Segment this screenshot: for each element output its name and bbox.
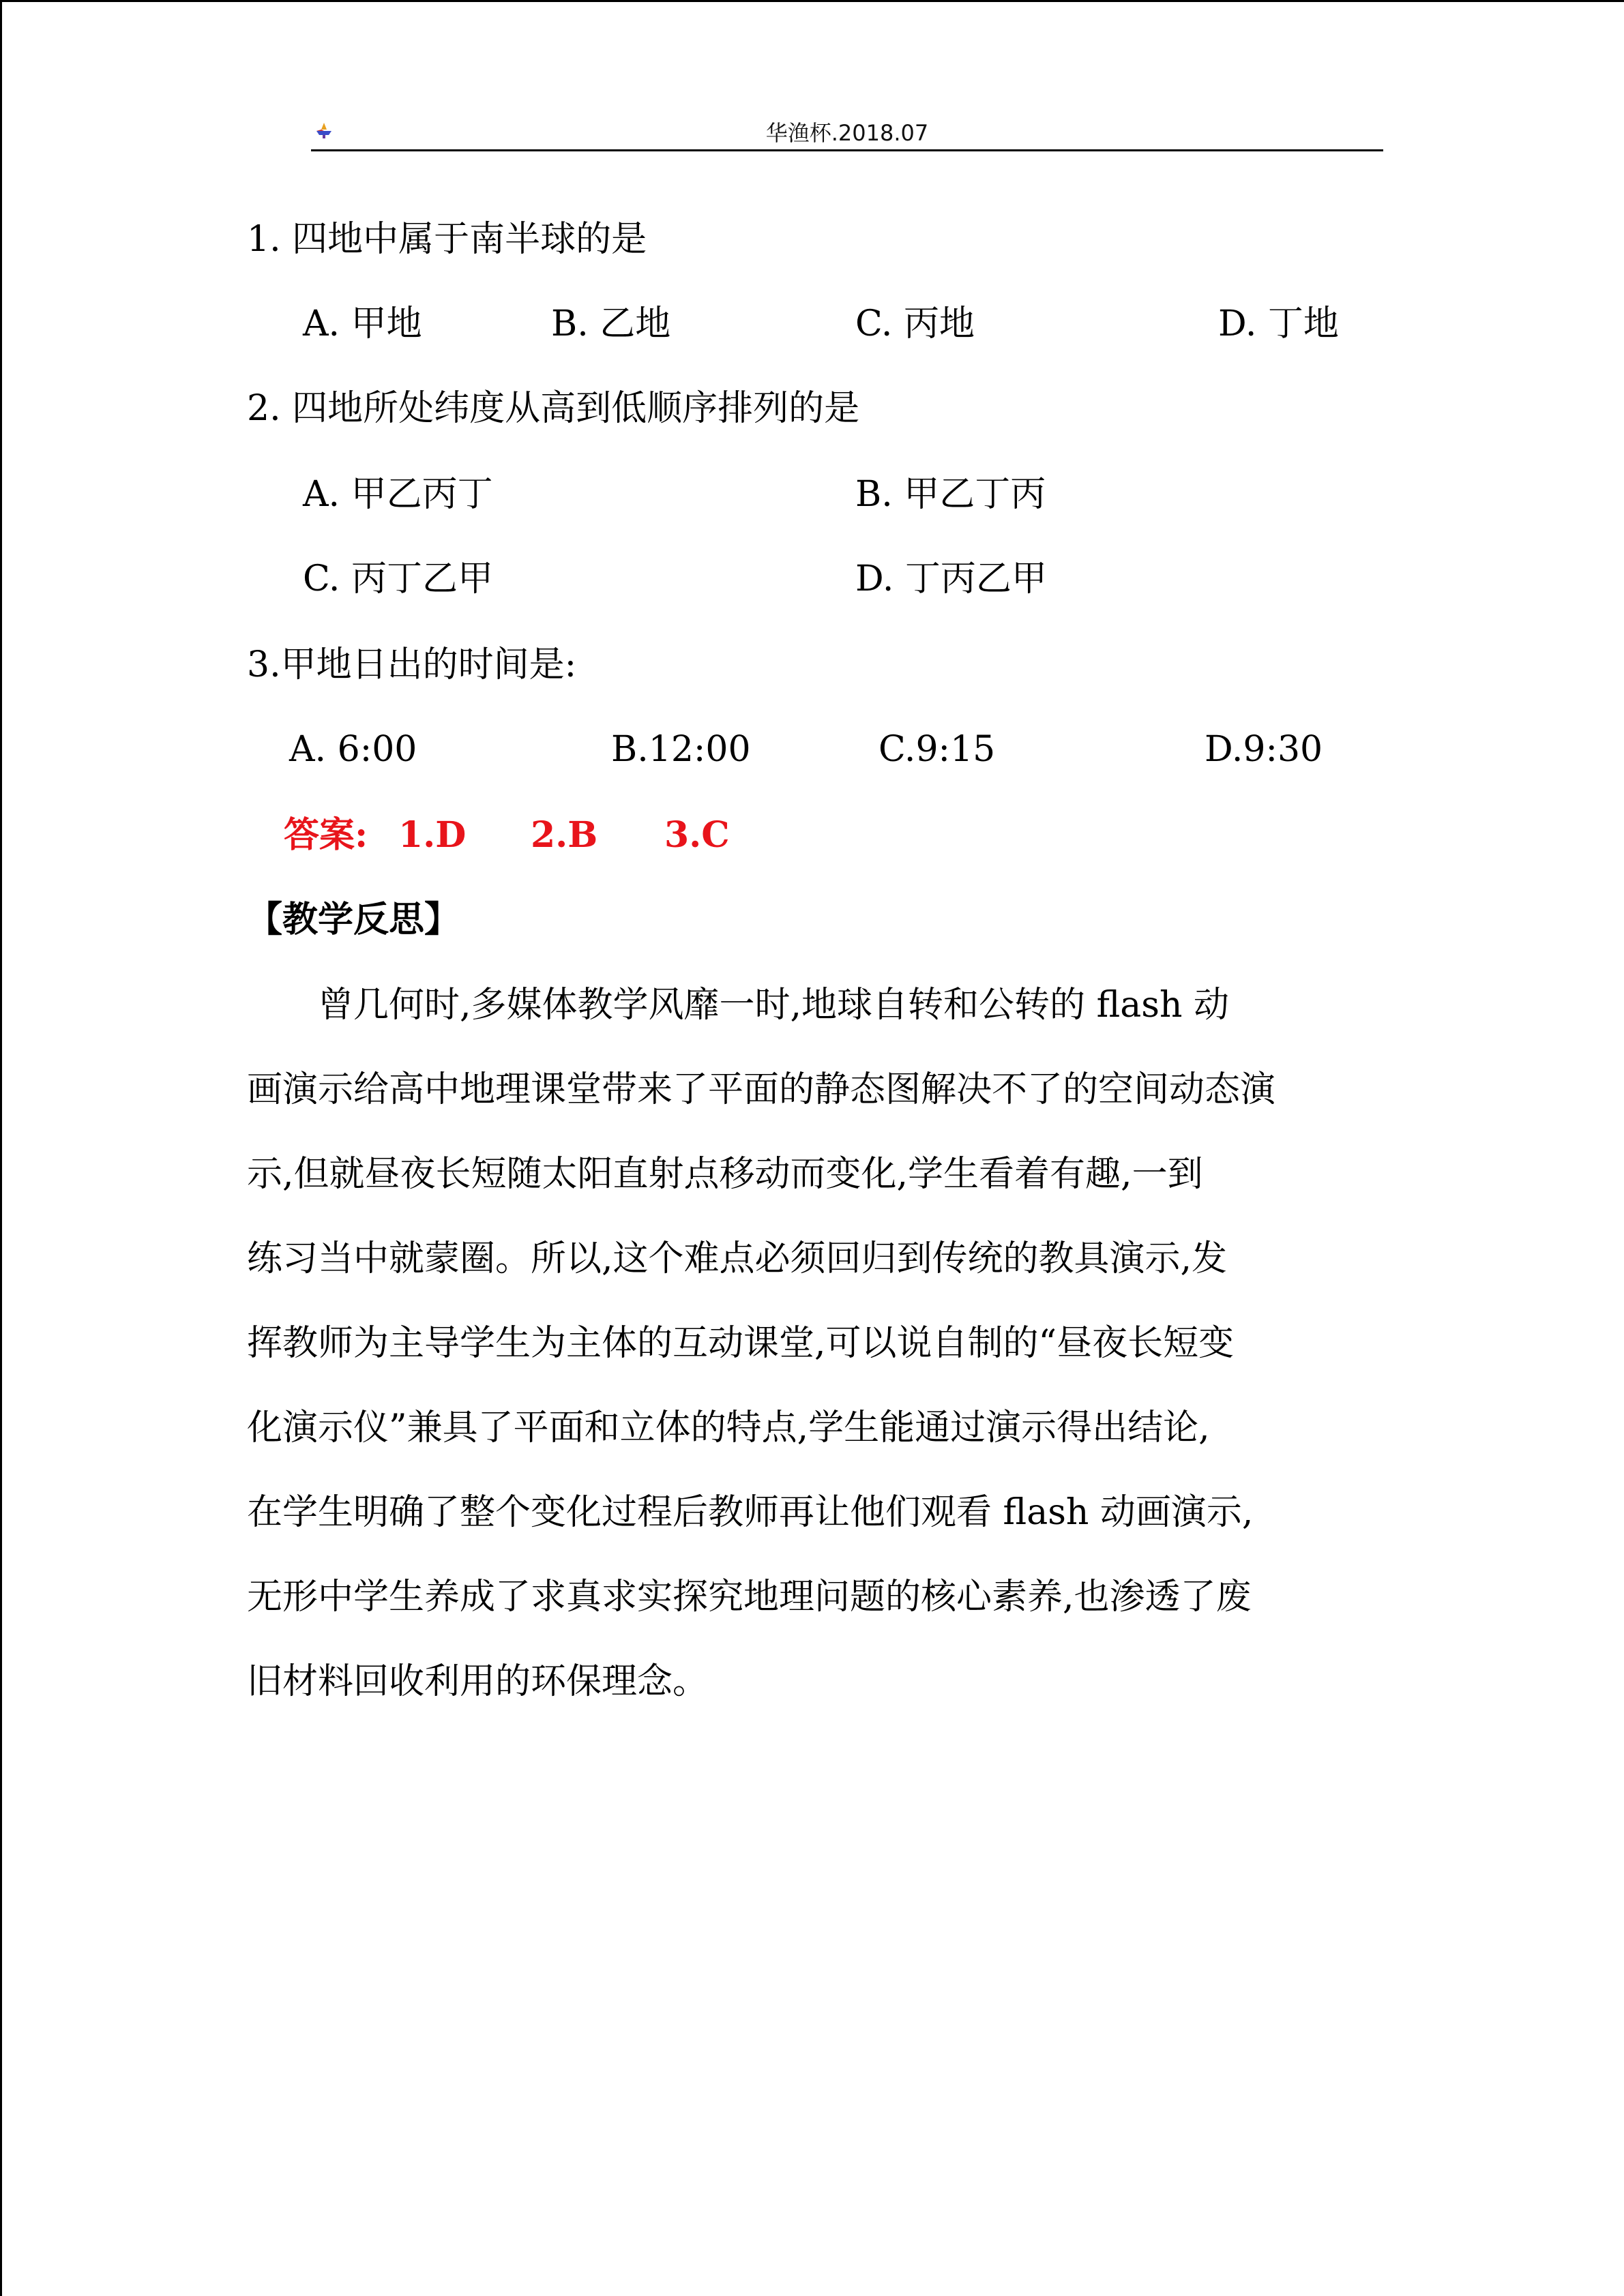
reflection-line-3: 示,但就昼夜长短随太阳直射点移动而变化,学生看着有趣,一到: [247, 1154, 1203, 1195]
question-2-option-a: A. 甲乙丙丁: [303, 474, 493, 515]
question-2-stem: 2. 四地所处纬度从高到低顺序排列的是: [247, 388, 860, 429]
page-border-top: [0, 0, 1624, 2]
reflection-line-9: 旧材料回收利用的环保理念。: [247, 1661, 709, 1702]
answer-item-1: 1.D: [398, 814, 467, 856]
question-3-option-d: D.9:30: [1205, 729, 1323, 770]
question-1-option-c: C. 丙地: [855, 303, 975, 344]
reflection-line-1: 曾几何时,多媒体教学风靡一时,地球自转和公转的 flash 动: [318, 985, 1229, 1026]
question-2-option-d: D. 丁丙乙甲: [855, 558, 1047, 599]
reflection-line-5: 挥教师为主导学生为主体的互动课堂,可以说自制的“昼夜长短变: [247, 1323, 1235, 1364]
reflection-title: 【教学反思】: [247, 899, 460, 940]
question-2-option-b: B. 甲乙丁丙: [855, 474, 1046, 515]
question-3-stem: 3.甲地日出的时间是:: [247, 644, 577, 685]
reflection-line-8: 无形中学生养成了求真求实探究地理问题的核心素养,也渗透了废: [247, 1577, 1252, 1617]
answer-item-2: 2.B: [531, 814, 598, 856]
reflection-paragraph: [247, 963, 1352, 1724]
question-1-option-a: A. 甲地: [303, 303, 422, 344]
answer-label: 答案:: [284, 814, 368, 856]
answer-item-3: 3.C: [664, 814, 730, 856]
question-1-option-d: D. 丁地: [1218, 303, 1339, 344]
question-3-option-b: B.12:00: [611, 729, 751, 770]
question-1-option-b: B. 乙地: [551, 303, 671, 344]
reflection-line-7: 在学生明确了整个变化过程后教师再让他们观看 flash 动画演示,: [247, 1492, 1254, 1533]
reflection-line-2: 画演示给高中地理课堂带来了平面的静态图解决不了的空间动态演: [247, 1069, 1276, 1110]
header-title: 华渔杯.2018.07: [765, 120, 929, 146]
page-border-left: [0, 0, 2, 2296]
question-3-option-a: A. 6:00: [289, 729, 417, 770]
question-1-stem: 1. 四地中属于南半球的是: [247, 219, 647, 260]
question-3-option-c: C.9:15: [879, 729, 996, 770]
header-rule: [311, 149, 1383, 151]
reflection-line-6: 化演示仪”兼具了平面和立体的特点,学生能通过演示得出结论,: [247, 1407, 1210, 1448]
page-header: [311, 109, 1383, 151]
question-2-option-c: C. 丙丁乙甲: [303, 558, 493, 599]
reflection-line-4: 练习当中就蒙圈。所以,这个难点必须回归到传统的教具演示,发: [247, 1238, 1228, 1279]
